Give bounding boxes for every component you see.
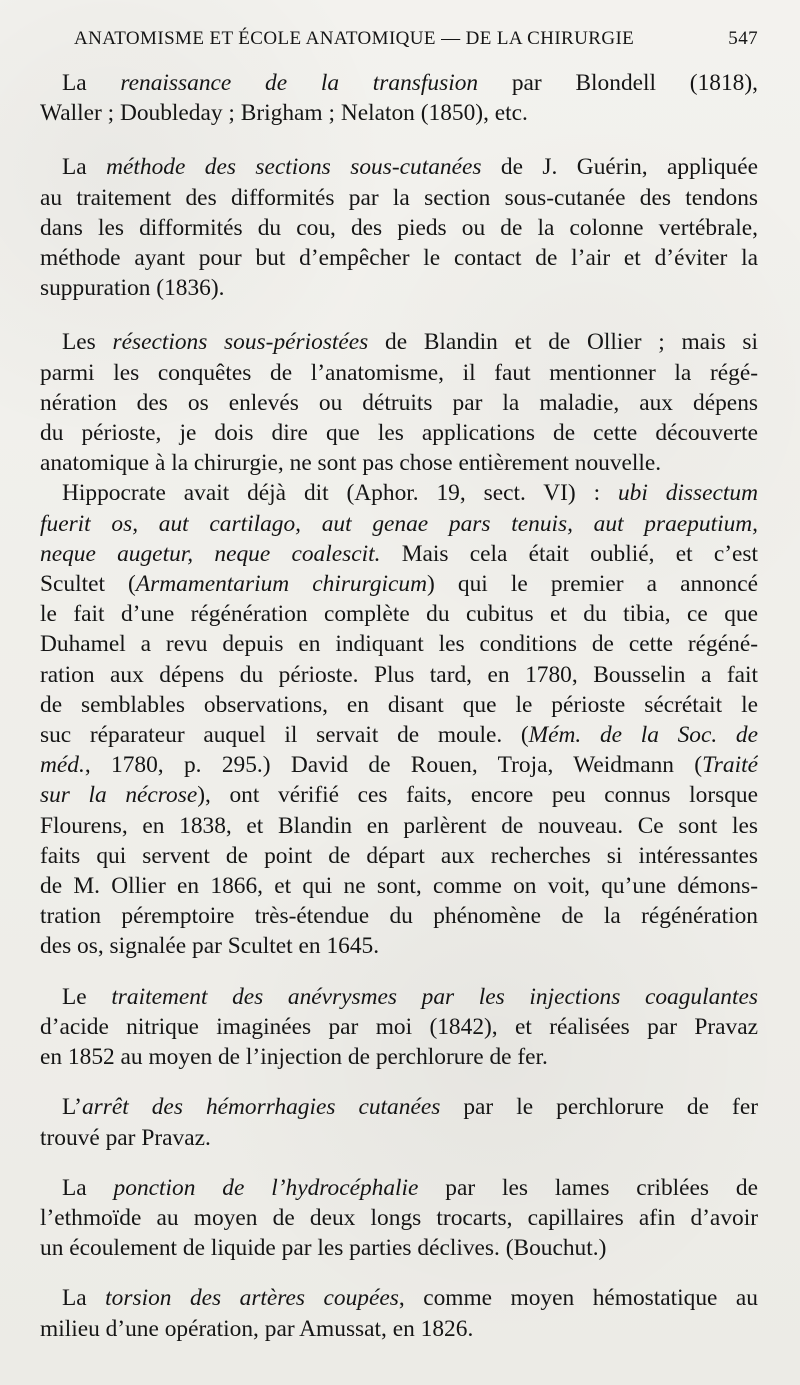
text-line: Duhamel a revu depuis en indiquant les conditions de cette régéné- <box>40 631 758 658</box>
text-line: Scultet (Armamentarium chirurgicum) qui le premier a annoncé <box>40 571 758 598</box>
running-header <box>74 28 760 60</box>
text-line: La ponction de l’hydrocéphalie par les lames criblées de <box>62 1174 758 1201</box>
text-line: L’arrêt des hémorrhagies cutanées par le perchlorure de fer <box>62 1094 758 1121</box>
text-line: nération des os enlevés ou détruits par la maladie, aux dépens <box>40 389 758 416</box>
text-line: le fait d’une régénération complète du cubitus et du tibia, ce que <box>40 601 758 628</box>
text-line: trouvé par Pravaz. <box>40 1124 211 1151</box>
text-line: sur la nécrose), ont vérifié ces faits, encore peu connus lorsque <box>40 782 758 809</box>
text-line: des os, signalée par Scultet en 1645. <box>40 933 380 960</box>
chapter-header-title: ANATOMISME ET ÉCOLE ANATOMIQUE — DE LA CHIRURGIE <box>74 28 635 49</box>
text-line: Le traitement des anévrysmes par les injections coagulantes <box>62 983 758 1010</box>
text-line: Waller ; Doubleday ; Brigham ; Nelaton (1850), etc. <box>40 100 528 127</box>
text-line: parmi les conquêtes de l’anatomisme, il faut mentionner la régé- <box>40 359 758 386</box>
text-line: Flourens, en 1838, et Blandin en parlèrent de nouveau. Ce sont les <box>40 812 758 839</box>
text-line: tration péremptoire très-étendue du phénomène de la régénération <box>40 903 758 930</box>
text-line: anatomique à la chirurgie, ne sont pas chose entièrement nouvelle. <box>40 450 662 477</box>
text-line: neque augetur, neque coalescit. Mais cela était oublié, et c’est <box>40 540 758 567</box>
text-line: La torsion des artères coupées, comme moyen hémostatique au <box>62 1285 758 1312</box>
text-line: au traitement des difformités par la section sous-cutanée des tendons <box>40 184 758 211</box>
text-line: en 1852 au moyen de l’injection de perchlorure de fer. <box>40 1044 548 1071</box>
text-line: ration aux dépens du périoste. Plus tard, en 1780, Bousselin a fait <box>40 661 758 688</box>
text-line: suc réparateur auquel il servait de moule. (Mém. de la Soc. de <box>40 722 758 749</box>
text-line: suppuration (1836). <box>40 275 225 302</box>
text-line: faits qui servent de point de départ aux recherches si intéressantes <box>40 842 758 869</box>
text-line: La méthode des sections sous-cutanées de J. Guérin, appliquée <box>62 154 758 181</box>
text-line: de semblables observations, en disant que le périoste sécrétait le <box>40 691 758 718</box>
text-line: l’ethmoïde au moyen de deux longs trocarts, capillaires afin d’avoir <box>40 1204 758 1231</box>
text-line: Hippocrate avait déjà dit (Aphor. 19, sect. VI) : ubi dissectum <box>62 480 758 507</box>
text-line: dans les difformités du cou, des pieds ou de la colonne vertébrale, <box>40 214 758 241</box>
page-body <box>40 68 764 1344</box>
text-line: un écoulement de liquide par les parties déclives. (Bouchut.) <box>40 1235 607 1262</box>
text-line: du périoste, je dois dire que les applications de cette découverte <box>40 420 758 447</box>
text-line: méthode ayant pour but d’empêcher le contact de l’air et d’éviter la <box>40 245 758 272</box>
text-line: de M. Ollier en 1866, et qui ne sont, comme on voit, qu’une démons- <box>40 873 758 900</box>
text-line: méd., 1780, p. 295.) David de Rouen, Troja, Weidmann (Traité <box>40 752 758 779</box>
text-line: d’acide nitrique imaginées par moi (1842), et réalisées par Pravaz <box>40 1013 758 1040</box>
page-number: 547 <box>728 28 758 49</box>
text-line: La renaissance de la transfusion par Blondell (1818), <box>62 70 758 96</box>
text-line: milieu d’une opération, par Amussat, en 1826. <box>40 1315 474 1342</box>
text-line: fuerit os, aut cartilago, aut genae pars tenuis, aut praeputium, <box>40 510 758 537</box>
text-line: Les résections sous-périostées de Blandin et de Ollier ; mais si <box>62 329 758 356</box>
